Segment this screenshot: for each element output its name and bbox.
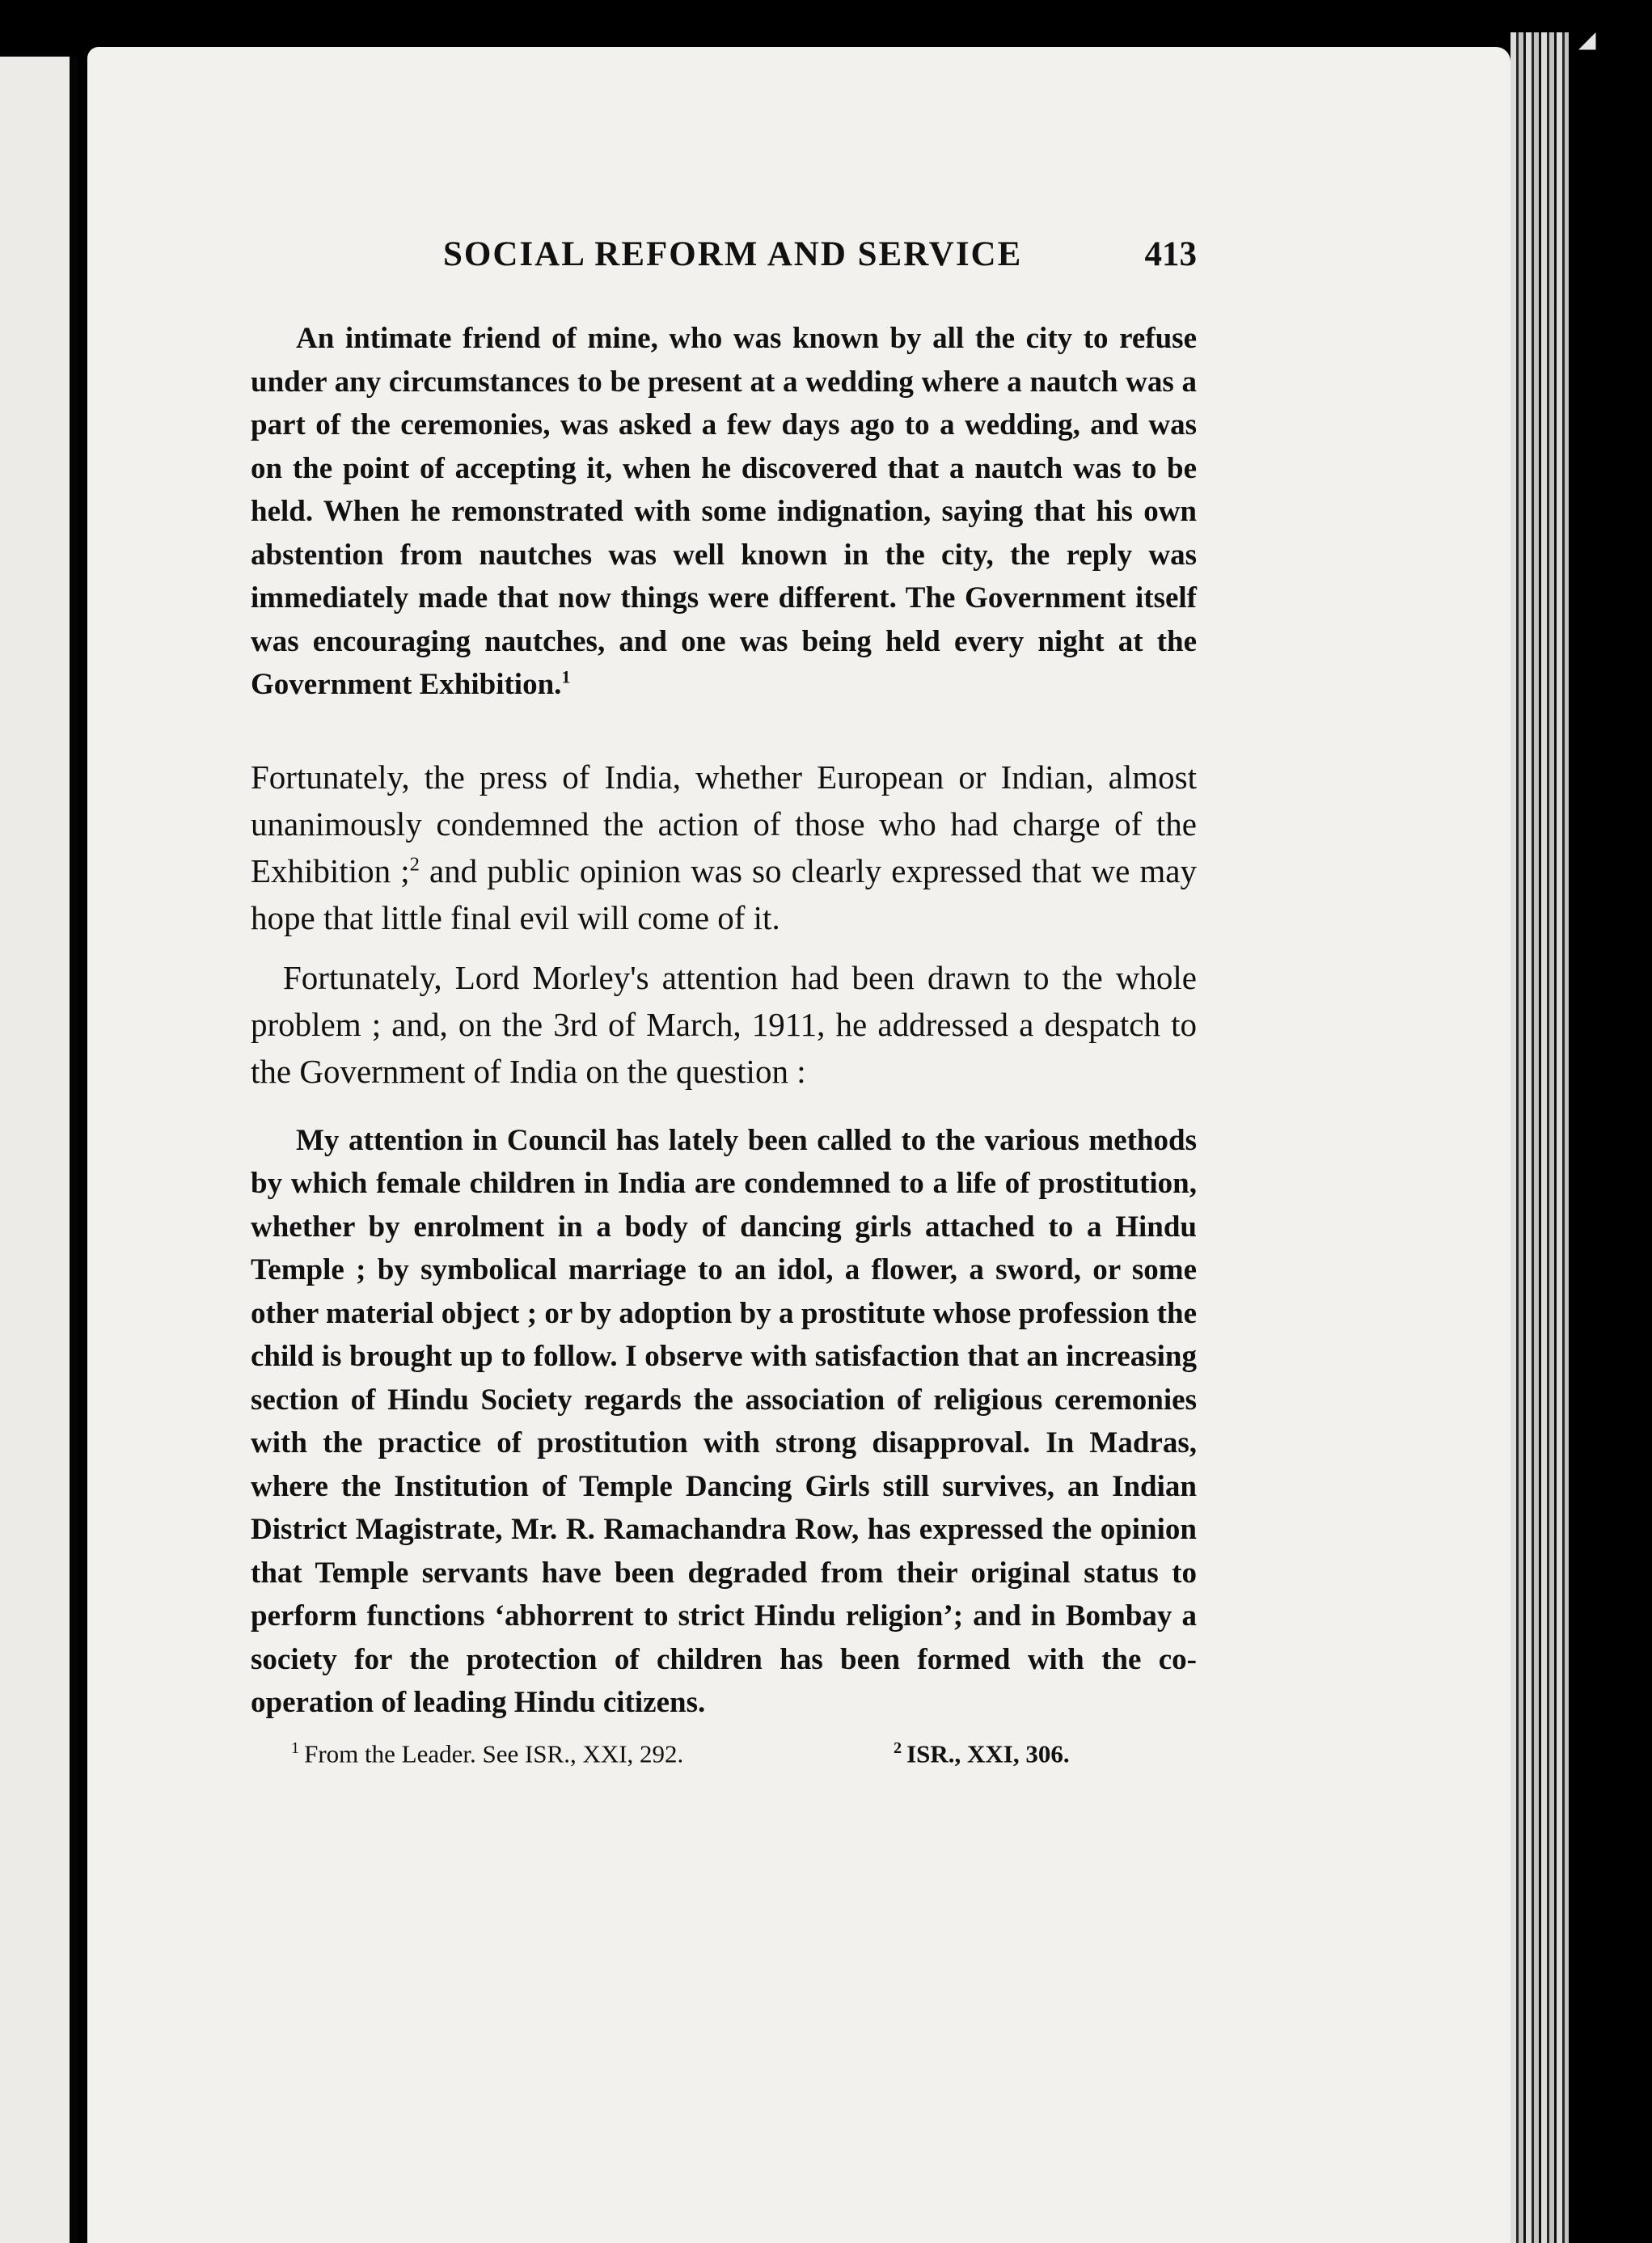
footnote-1-mark: 1 — [291, 1738, 300, 1757]
page-content — [251, 234, 1197, 1780]
body-paragraph-2: Fortunately, Lord Morley's attention had been drawn to the whole problem ; and, on the 3rd of March, 1911, he addressed a despatch to the Government of India on the question : — [251, 958, 1197, 1090]
body-paragraph-1-text-b: and public opinion was so clearly expressed that we may hope that little final evil will come of it. — [251, 851, 1197, 936]
running-title: SOCIAL REFORM AND SERVICE — [443, 235, 1023, 273]
footnote-2 — [894, 1739, 1070, 1768]
footnote-2-text: ISR., XXI, 306. — [906, 1738, 1070, 1768]
footnote-ref-2: 2 — [409, 852, 420, 875]
footnotes — [251, 1739, 1197, 1780]
footnote-2-mark: 2 — [894, 1738, 902, 1757]
gutter-line — [70, 57, 78, 2243]
paragraph-gap — [251, 941, 1197, 954]
footnote-ref-1: 1 — [561, 666, 571, 687]
scan-border-right — [1569, 0, 1652, 2243]
left-page-edge — [0, 57, 74, 2243]
block-quote-1-text: An intimate friend of mine, who was known by all the city to refuse under any circumstances to be present at a wedding where a nautch was a part of the ceremonies, was asked a few days ago to a wedding, and was on the point of accepting it, when he discovered that a nautch was to be held. When he remonstrated with some indignation, saying that his own abstention from nautches was well known in the city, the reply was immediately made that now things were different. The Government itself was encouraging nautches, and one was being held every night at the Government Exhibition. — [251, 322, 1197, 701]
section-gap — [251, 707, 1197, 754]
body-paragraph-1 — [251, 754, 1197, 941]
footnote-1-text: From the Leader. See ISR., XXI, 292. — [304, 1738, 684, 1768]
paragraph-gap — [251, 1095, 1197, 1119]
running-head — [251, 234, 1197, 283]
corner-mark-icon: ◢ — [1578, 27, 1596, 53]
page-number: 413 — [1144, 235, 1197, 273]
block-quote-2: My attention in Council has lately been called to the various methods by which female children in India are condemned to a life of prostitution, whether by enrolment in a body of dancing girls attached to a Hindu Temple ; by symbolical marriage to an idol, a flower, a sword, or some other material object ; or by adoption by a prostitute whose profession the child is brought up to follow. I observe with satisfaction that an increasing section of Hindu Society regards the association of religious ceremonies with the practice of prostitution with strong disapproval. In Madras, where the Institution of Temple Dancing Girls still survives, an Indian District Magistrate, Mr. R. Ramachandra Row, has expressed the opinion that Temple servants have been degraded from their original status to perform functions ‘abhorrent to strict Hindu religion’; and in Bombay a society for the protection of children has been formed with the co-operation of leading Hindu citizens. — [251, 1123, 1197, 1719]
footnote-1 — [291, 1739, 683, 1768]
body-paragraph-1-text-a: Fortunately, the press of India, whether European or Indian, almost unanimously condemned the action of those who had charge of the Exhibition ; — [251, 758, 1197, 889]
block-quote-1 — [251, 317, 1197, 707]
